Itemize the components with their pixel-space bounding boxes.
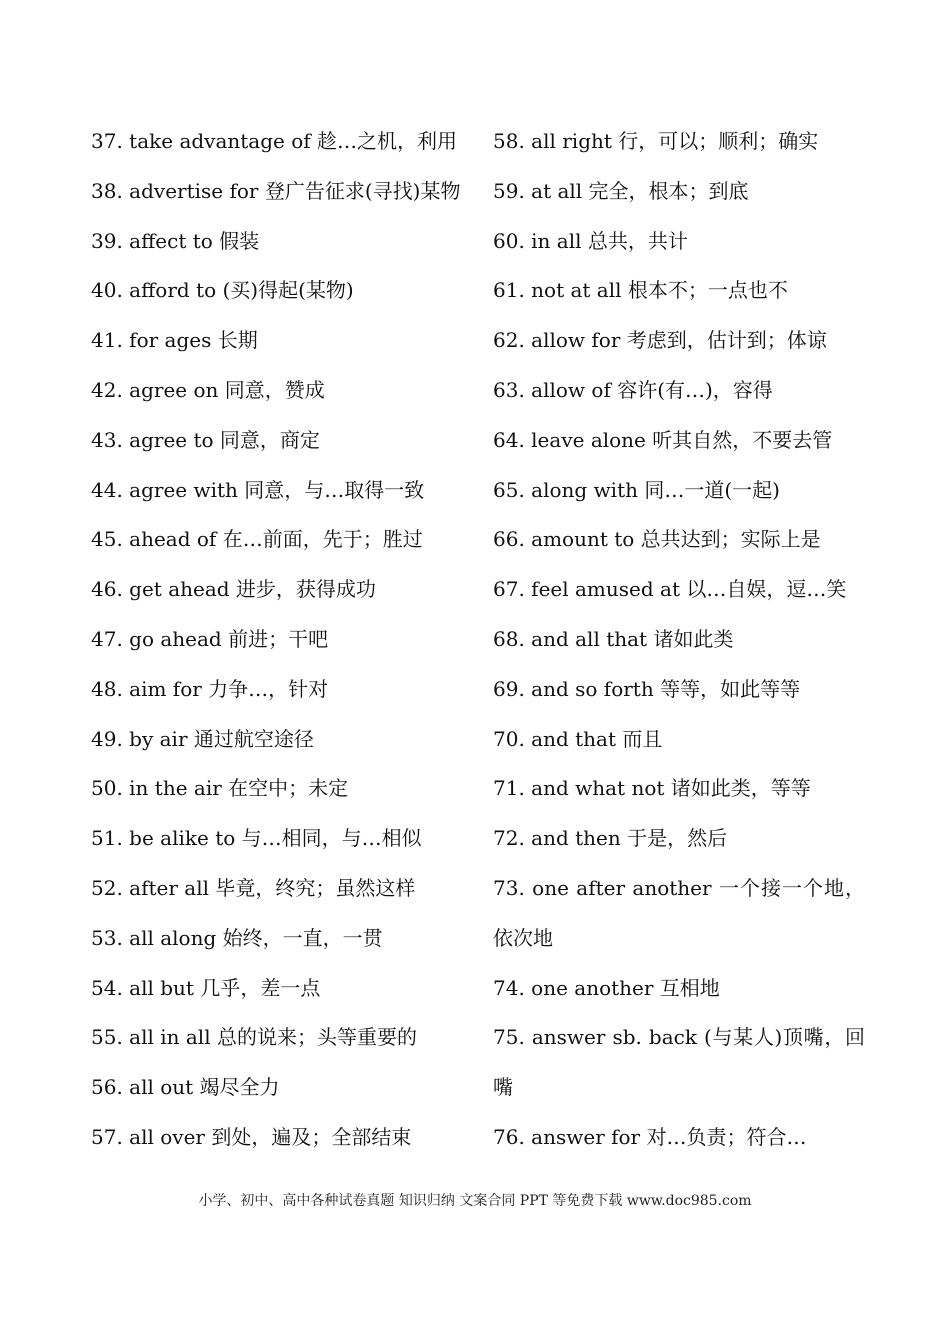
- phrase-entry-42: 42. agree on 同意，赞成: [91, 377, 325, 402]
- phrase-entry-45: 45. ahead of 在…前面，先于；胜过: [91, 527, 423, 552]
- phrase-entry-60: 60. in all 总共，共计: [493, 228, 688, 253]
- phrase-entry-65: 65. along with 同…一道(一起): [493, 477, 780, 502]
- phrase-entry-47: 47. go ahead 前进；干吧: [91, 626, 329, 651]
- phrase-entry-50: 50. in the air 在空中；未定: [91, 776, 349, 801]
- phrase-entry-73: 73. one after another 一个接一个地，依次地: [493, 875, 865, 950]
- phrase-entry-39: 39. affect to 假装: [91, 228, 260, 253]
- phrase-entry-51: 51. be alike to 与…相同，与…相似: [91, 826, 422, 851]
- phrase-entry-44: 44. agree with 同意，与…取得一致: [91, 477, 425, 502]
- phrase-entry-61: 61. not at all 根本不；一点也不: [493, 278, 788, 303]
- phrase-entry-59: 59. at all 完全，根本；到底: [493, 178, 749, 203]
- phrase-entry-49: 49. by air 通过航空途径: [91, 726, 314, 751]
- phrase-entry-52: 52. after all 毕竟，终究；虽然这样: [91, 875, 416, 900]
- right-column: [493, 117, 865, 1163]
- page-footer: 小学、初中、高中各种试卷真题 知识归纳 文案合同 PPT 等免费下载 www.doc985.com: [198, 1193, 752, 1209]
- phrase-entry-64: 64. leave alone 听其自然，不要去管: [493, 427, 833, 452]
- phrase-entry-46: 46. get ahead 进步，获得成功: [91, 577, 376, 602]
- phrase-entry-53: 53. all along 始终，一直，一贯: [91, 925, 383, 950]
- left-column: [91, 117, 476, 1163]
- phrase-entry-66: 66. amount to 总共达到；实际上是: [493, 527, 821, 552]
- phrase-entry-48: 48. aim for 力争…，针对: [91, 676, 329, 701]
- phrase-entry-43: 43. agree to 同意，商定: [91, 427, 320, 452]
- phrase-entry-72: 72. and then 于是，然后: [493, 826, 728, 851]
- phrase-entry-37: 37. take advantage of 趁…之机，利用: [91, 129, 458, 153]
- phrase-entry-55: 55. all in all 总的说来；头等重要的: [91, 1025, 417, 1050]
- phrase-entry-67: 67. feel amused at 以…自娱，逗…笑: [493, 577, 847, 602]
- phrase-entry-56: 56. all out 竭尽全力: [91, 1075, 280, 1100]
- phrase-entry-76: 76. answer for 对…负责；符合…: [493, 1124, 807, 1149]
- phrase-entry-68: 68. and all that 诸如此类: [493, 626, 734, 651]
- phrase-entry-41: 41. for ages 长期: [91, 328, 258, 353]
- phrase-entry-75: 75. answer sb. back (与某人)顶嘴，回嘴: [493, 1025, 865, 1100]
- phrase-entry-38: 38. advertise for 登广告征求(寻找)某物: [91, 178, 461, 203]
- phrase-entry-70: 70. and that 而且: [493, 726, 663, 751]
- phrase-entry-58: 58. all right 行，可以；顺利；确实: [493, 129, 819, 153]
- phrase-entry-62: 62. allow for 考虑到，估计到；体谅: [493, 328, 827, 353]
- phrase-entry-71: 71. and what not 诸如此类，等等: [493, 776, 811, 801]
- phrase-entry-57: 57. all over 到处，遍及；全部结束: [91, 1124, 412, 1149]
- phrase-entry-54: 54. all but 几乎，差一点: [91, 975, 321, 1000]
- phrase-entry-74: 74. one another 互相地: [493, 975, 720, 1000]
- phrase-entry-63: 63. allow of 容许(有…)，容得: [493, 377, 773, 402]
- phrase-entry-69: 69. and so forth 等等，如此等等: [493, 676, 801, 701]
- phrase-entry-40: 40. afford to (买)得起(某物): [91, 278, 354, 303]
